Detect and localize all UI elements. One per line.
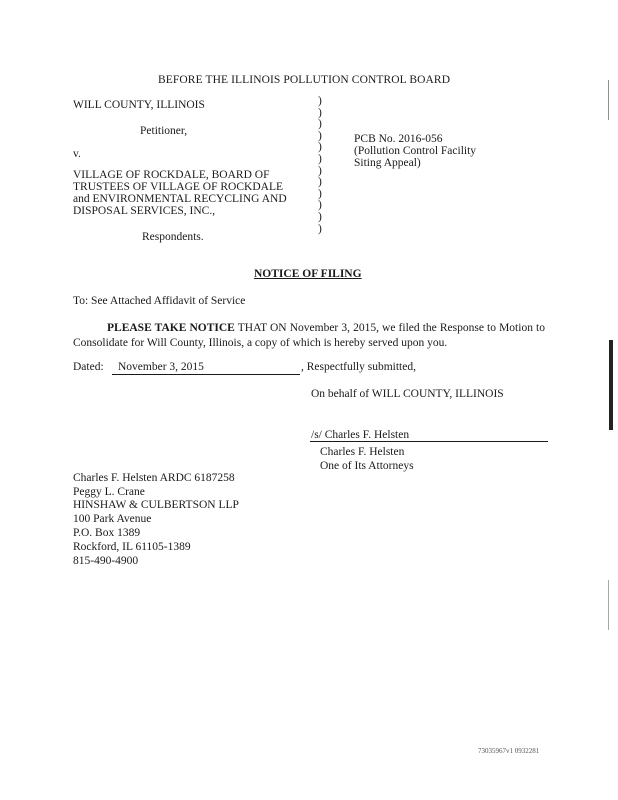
counsel-line-3: HINSHAW & CULBERTSON LLP (73, 499, 239, 511)
paren: ) (318, 118, 322, 131)
paren: ) (318, 95, 322, 107)
paren: ) (318, 176, 322, 189)
notice-body (73, 321, 545, 351)
paren: ) (318, 199, 322, 212)
respondent-line-3: and ENVIRONMENTAL RECYCLING AND (73, 193, 287, 205)
printed-name: Charles F. Helsten (320, 446, 405, 458)
paren: ) (318, 141, 322, 154)
counsel-line-5: P.O. Box 1389 (73, 527, 141, 539)
scan-edge-mark (608, 580, 609, 630)
notice-heading: NOTICE OF FILING (254, 268, 362, 280)
scan-edge-mark (608, 80, 609, 120)
scan-edge-bar (609, 340, 613, 430)
case-number: PCB No. 2016-056 (354, 133, 443, 145)
petitioner-role: Petitioner, (140, 125, 188, 137)
paren: ) (318, 164, 322, 177)
paren: ) (318, 210, 322, 223)
counsel-line-1: Charles F. Helsten ARDC 6187258 (73, 472, 235, 484)
paren: ) (318, 152, 322, 165)
paren: ) (318, 222, 322, 235)
paren: ) (318, 106, 322, 119)
attorney-role: One of Its Attorneys (320, 460, 414, 472)
counsel-line-4: 100 Park Avenue (73, 513, 152, 525)
respondent-role: Respondents. (142, 231, 204, 243)
case-type-line-2: Siting Appeal) (354, 157, 421, 169)
paren: ) (318, 129, 322, 142)
document-title: BEFORE THE ILLINOIS POLLUTION CONTROL BOARD (158, 74, 451, 86)
counsel-line-6: Rockford, IL 61105-1389 (73, 541, 191, 553)
counsel-line-2: Peggy L. Crane (73, 486, 145, 498)
signature-line (310, 440, 548, 442)
respectfully-submitted: , Respectfully submitted, (301, 361, 416, 373)
respondent-line-2: TRUSTEES OF VILLAGE OF ROCKDALE (73, 181, 283, 193)
petitioner-name: WILL COUNTY, ILLINOIS (73, 99, 205, 111)
respondent-line-1: VILLAGE OF ROCKDALE, BOARD OF (73, 169, 270, 181)
respondent-line-4: DISPOSAL SERVICES, INC., (73, 205, 216, 217)
document-id-stamp: 73035967v1 0932281 (478, 747, 540, 755)
case-type-line-1: (Pollution Control Facility (354, 145, 477, 157)
on-behalf-line: On behalf of WILL COUNTY, ILLINOIS (311, 388, 504, 400)
to-line: To: See Attached Affidavit of Service (73, 295, 246, 307)
notice-body-emphasis: PLEASE TAKE NOTICE (107, 322, 235, 334)
paren: ) (318, 187, 322, 200)
dated-label: Dated: (73, 361, 104, 373)
counsel-line-7: 815-490-4900 (73, 555, 139, 567)
versus: v. (73, 148, 81, 160)
notice-body-text: THAT ON November 3, 2015, we filed the Response to Motion to Consolidate for Will County, Illinois, a copy of which is hereby served upon you. (73, 322, 545, 349)
signed-name: /s/ Charles F. Helsten (311, 429, 410, 441)
caption-parenthesis-column (318, 96, 328, 235)
dated-value: November 3, 2015 (112, 361, 300, 375)
